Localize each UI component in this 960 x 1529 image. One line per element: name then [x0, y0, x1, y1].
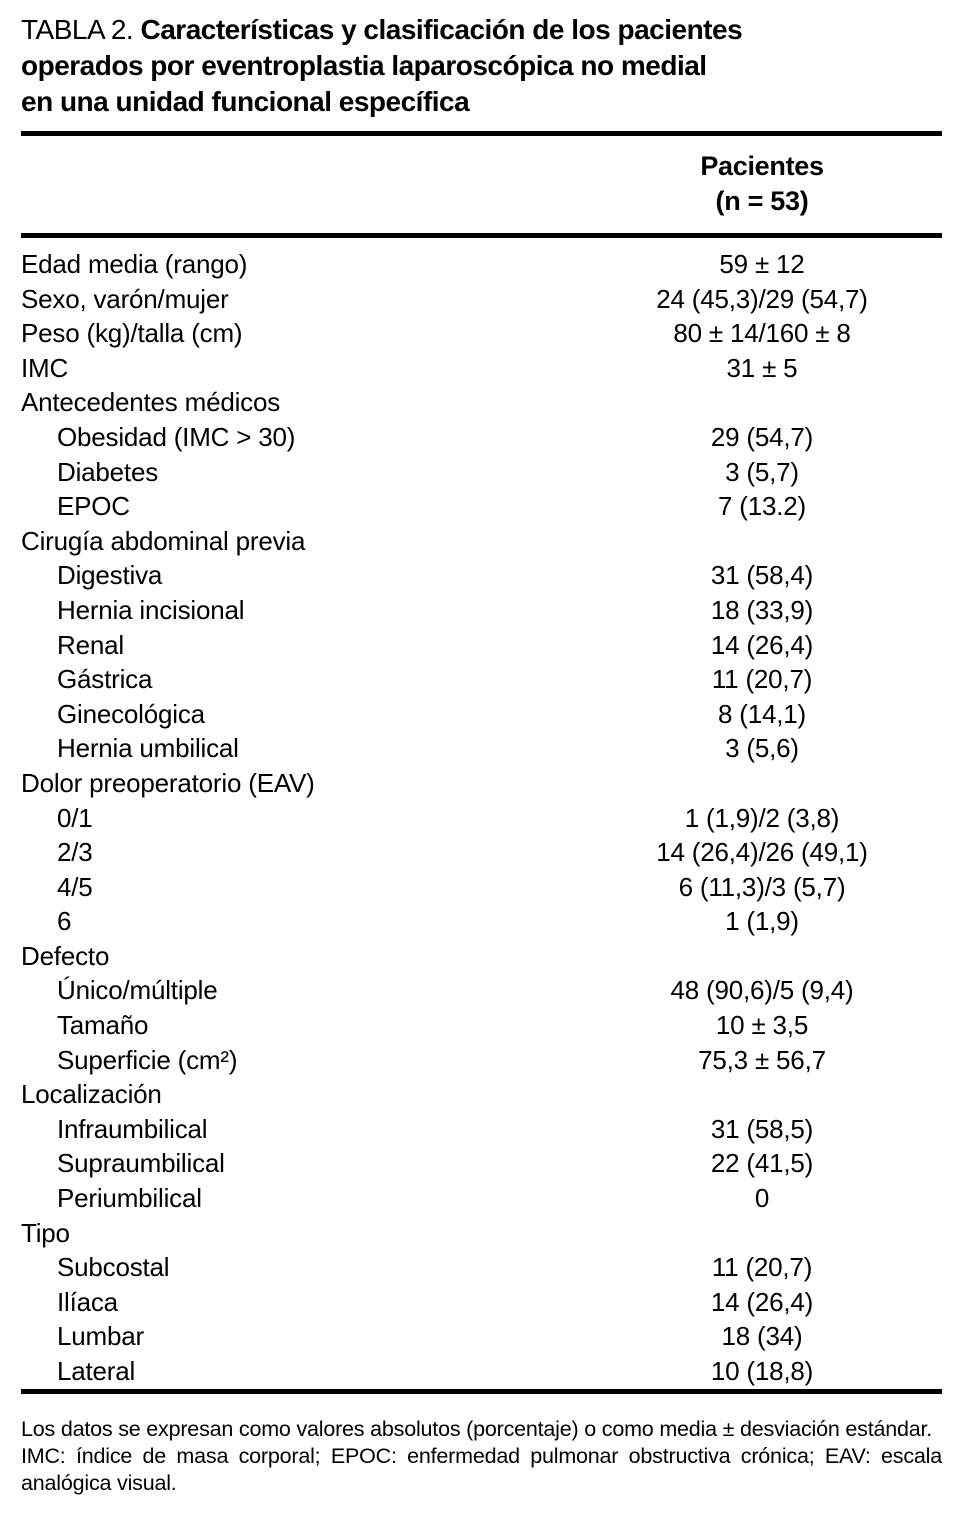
row-label: Sexo, varón/mujer: [21, 283, 229, 314]
row-value: 18 (33,9): [710, 594, 814, 625]
column-header-area: [21, 136, 942, 233]
table-row: [21, 282, 942, 317]
row-label: EPOC: [57, 491, 130, 522]
row-value: 14 (26,4)/26 (49,1): [656, 837, 868, 868]
row-value: 14 (26,4): [710, 1286, 814, 1317]
table-row: [21, 904, 942, 939]
footnote-abbreviations: IMC: índice de masa corporal; EPOC: enfermedad pulmonar obstructiva crónica; EAV: escala analógica visual.: [21, 1443, 942, 1495]
row-label: Antecedentes médicos: [21, 387, 281, 418]
table-bottom-rule: [21, 1389, 942, 1394]
row-label: Superficie (cm²): [57, 1044, 238, 1075]
table-row: [21, 558, 942, 593]
column-header-patients: [582, 149, 942, 219]
footnote-data-expression: Los datos se expresan como valores absolutos (porcentaje) o como media ± desviación estándar.: [21, 1416, 933, 1441]
table-row: [21, 420, 942, 455]
table-row: [21, 731, 942, 766]
table-title-line-3: en una unidad funcional específica: [21, 86, 470, 117]
table-row: [21, 697, 942, 732]
row-label: 2/3: [57, 837, 93, 868]
row-label: Diabetes: [57, 456, 159, 487]
row-value: 1 (1,9)/2 (3,8): [684, 802, 840, 833]
table-row: [21, 1319, 942, 1354]
table-row: [21, 1285, 942, 1320]
table-section-row: [21, 1077, 942, 1112]
table-row: [21, 1112, 942, 1147]
row-label: Cirugía abdominal previa: [21, 525, 306, 556]
row-label: Periumbilical: [57, 1183, 202, 1214]
row-label: Localización: [21, 1079, 162, 1110]
row-value: 24 (45,3)/29 (54,7): [656, 283, 868, 314]
row-label: IMC: [21, 352, 69, 383]
table-section-row: [21, 524, 942, 559]
table-row: [21, 1250, 942, 1285]
table-title-line-1: [21, 12, 942, 48]
table-row: [21, 1043, 942, 1078]
row-value: 1 (1,9): [725, 906, 799, 937]
row-value: 59 ± 12: [719, 249, 805, 279]
row-value: 6 (11,3)/3 (5,7): [678, 871, 846, 902]
row-value: 31 (58,5): [710, 1113, 814, 1144]
row-value: 18 (34): [721, 1321, 803, 1352]
row-label: Renal: [57, 629, 124, 660]
row-label: Supraumbilical: [57, 1148, 225, 1179]
table-row: [21, 316, 942, 351]
row-value: 11 (20,7): [711, 1252, 813, 1283]
table-title-text: Características y clasificación de los pacientes: [140, 14, 743, 45]
table-row: [21, 662, 942, 697]
row-value: 3 (5,7): [725, 456, 799, 487]
row-label: Hernia umbilical: [57, 733, 239, 764]
row-value: 7 (13.2): [717, 491, 806, 522]
row-label: Defecto: [21, 940, 110, 971]
row-value: 0: [754, 1183, 770, 1214]
row-label: 6: [57, 906, 72, 937]
row-label: Infraumbilical: [57, 1113, 208, 1144]
row-label: Hernia incisional: [57, 594, 245, 625]
table-row: [21, 1354, 942, 1389]
row-label: Subcostal: [57, 1252, 170, 1283]
row-value: 11 (20,7): [711, 664, 813, 695]
table-row: [21, 351, 942, 386]
row-value: 10 (18,8): [710, 1356, 814, 1386]
table-title: [21, 0, 942, 120]
table-section-row: [21, 1216, 942, 1251]
table-page: [21, 0, 942, 1497]
row-value: 22 (41,5): [710, 1148, 814, 1179]
row-value: 10 ± 3,5: [715, 1010, 809, 1041]
table-section-row: [21, 766, 942, 801]
table-row: [21, 801, 942, 836]
table-row: [21, 1008, 942, 1043]
row-label: Lateral: [57, 1356, 136, 1386]
row-value: 14 (26,4): [710, 629, 814, 660]
table-title-line-2: operados por eventroplastia laparoscópica no medial: [21, 50, 707, 81]
row-label: Tipo: [21, 1217, 70, 1248]
row-label: Dolor preoperatorio (EAV): [21, 767, 315, 798]
row-label: Digestiva: [57, 560, 163, 591]
row-value: 3 (5,6): [725, 733, 799, 764]
row-label: Peso (kg)/talla (cm): [21, 318, 243, 349]
table-footnotes: [21, 1416, 942, 1497]
row-label: Edad media (rango): [21, 249, 248, 279]
row-value: 75,3 ± 56,7: [698, 1044, 826, 1075]
row-label: Lumbar: [57, 1321, 144, 1352]
row-label: 0/1: [57, 802, 93, 833]
table-row: [21, 455, 942, 490]
table-number-label: TABLA 2.: [21, 14, 141, 45]
table-row: [21, 489, 942, 524]
table-row: [21, 593, 942, 628]
row-label: Tamaño: [57, 1010, 149, 1041]
row-value: 48 (90,6)/5 (9,4): [670, 975, 854, 1006]
row-label: 4/5: [57, 871, 93, 902]
table-row: [21, 628, 942, 663]
row-label: Único/múltiple: [57, 975, 218, 1006]
table-row: [21, 870, 942, 905]
row-value: 29 (54,7): [710, 421, 814, 452]
table-row: [21, 247, 942, 282]
table-row: [21, 1146, 942, 1181]
column-header-line-1: Pacientes: [700, 151, 824, 181]
row-label: Obesidad (IMC > 30): [57, 421, 296, 452]
row-label: Ilíaca: [57, 1286, 118, 1317]
table-section-row: [21, 385, 942, 420]
table-row: [21, 835, 942, 870]
table-row: [21, 1181, 942, 1216]
row-value: 31 ± 5: [726, 352, 798, 383]
row-value: 80 ± 14/160 ± 8: [673, 318, 851, 349]
row-label: Ginecológica: [57, 698, 205, 729]
row-label: Gástrica: [57, 664, 153, 695]
row-value: 8 (14,1): [717, 698, 806, 729]
table-body: [21, 238, 942, 1389]
table-row: [21, 973, 942, 1008]
table-section-row: [21, 939, 942, 974]
column-header-line-2: (n = 53): [715, 186, 809, 216]
row-value: 31 (58,4): [710, 560, 814, 591]
